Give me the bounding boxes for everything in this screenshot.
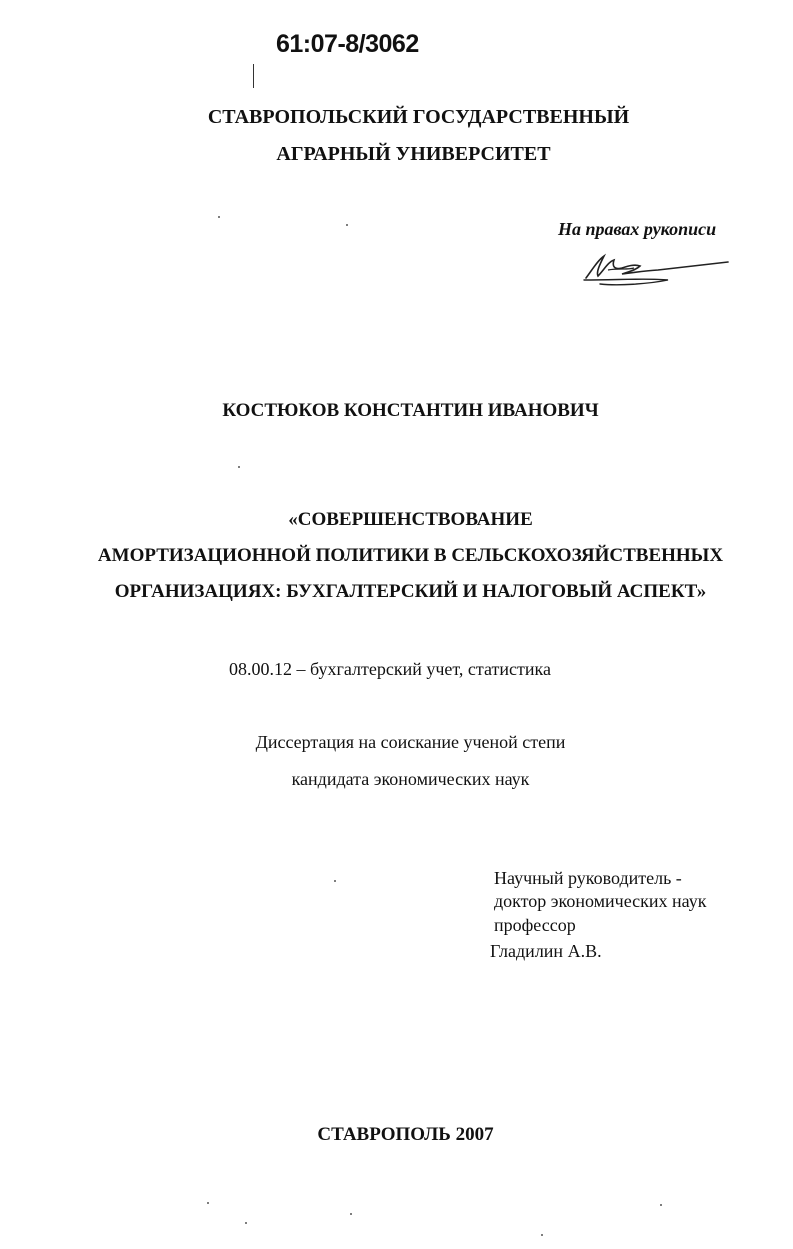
supervisor-rank: профессор [494,915,576,935]
university-line-1: СТАВРОПОЛЬСКИЙ ГОСУДАРСТВЕННЫЙ [207,106,630,128]
supervisor-degree: доктор экономических наук [494,891,707,911]
catalog-number: 61:07-8/3062 [276,30,419,58]
scan-speck [660,1204,662,1206]
scan-speck [350,1213,352,1215]
scan-speck [238,466,240,468]
author-name: КОСТЮКОВ КОНСТАНТИН ИВАНОВИЧ [222,400,599,421]
supervisor-title: Научный руководитель - [494,868,682,888]
scan-speck [207,1202,209,1204]
dissertation-title-line-1: «СОВЕРШЕНСТВОВАНИЕ [288,509,533,530]
scan-speck [346,224,348,226]
city-year: СТАВРОПОЛЬ 2007 [317,1124,494,1145]
scan-speck [541,1234,543,1236]
degree-line-1: Диссертация на соискание ученой степи [255,732,566,752]
scan-speck [334,880,336,882]
scan-mark [253,64,254,88]
author-signature [578,248,738,293]
scan-speck [218,216,220,218]
dissertation-title-line-3: ОРГАНИЗАЦИЯХ: БУХГАЛТЕРСКИЙ И НАЛОГОВЫЙ АСПЕКТ» [114,581,707,602]
dissertation-title-line-2: АМОРТИЗАЦИОННОЙ ПОЛИТИКИ В СЕЛЬСКОХОЗЯЙСТВЕННЫХ [97,545,724,566]
manuscript-notice: На правах рукописи [558,219,717,239]
supervisor-name: Гладилин А.В. [490,941,602,961]
degree-line-2: кандидата экономических наук [291,769,530,789]
university-line-2: АГРАРНЫЙ УНИВЕРСИТЕТ [276,143,551,165]
specialty-code: 08.00.12 – бухгалтерский учет, статистика [229,659,551,679]
scan-speck [245,1222,247,1224]
